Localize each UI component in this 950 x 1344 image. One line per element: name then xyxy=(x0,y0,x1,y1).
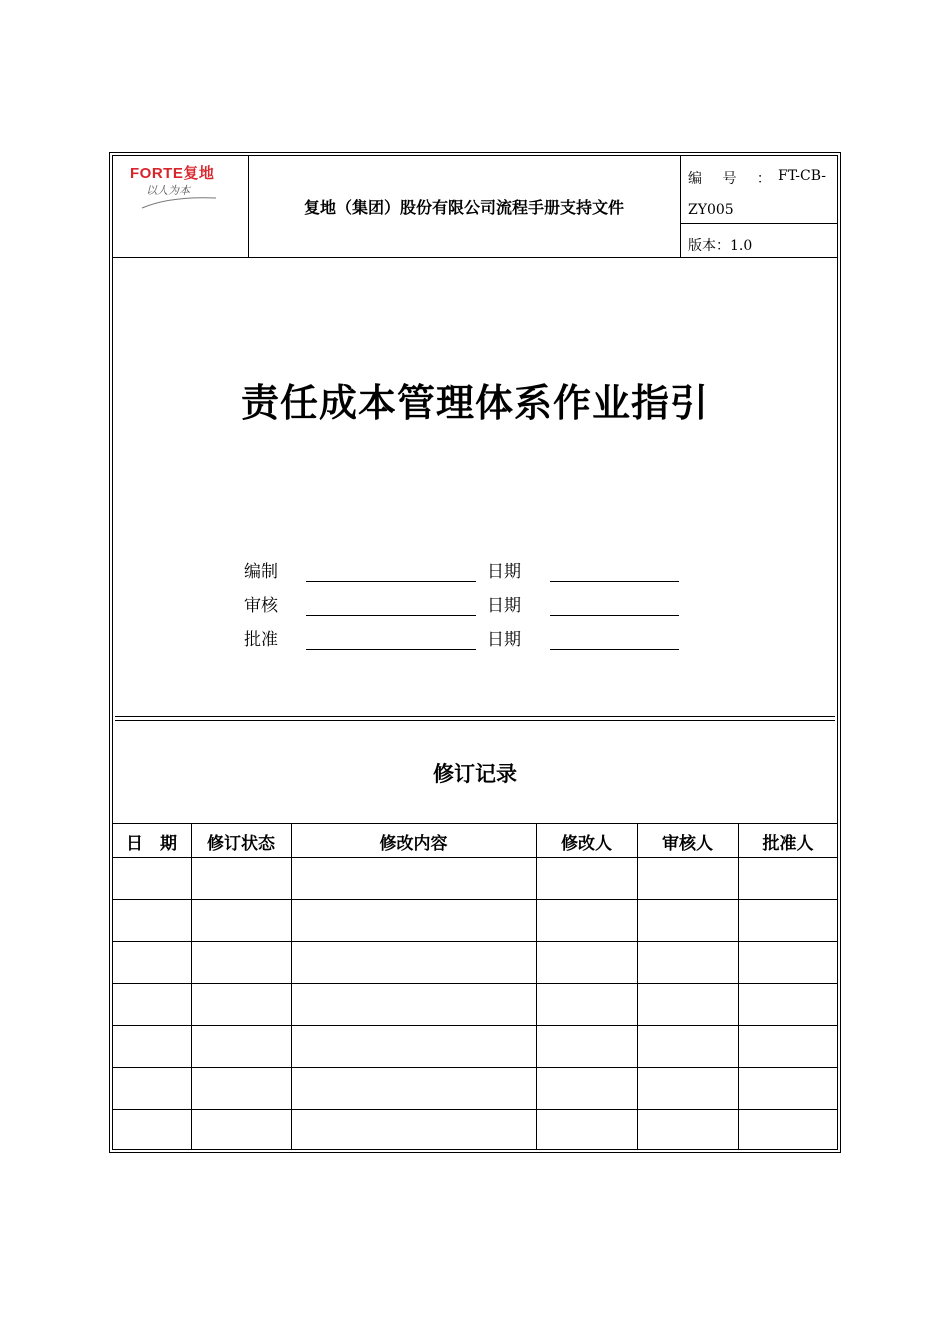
table-row-line xyxy=(112,1025,838,1026)
col-header-modifier: 修改人 xyxy=(561,833,612,854)
table-col-divider xyxy=(738,823,739,1150)
table-row-line xyxy=(112,983,838,984)
sig-line-reviewed xyxy=(306,615,476,616)
sig-date-label-approved: 日期 xyxy=(487,630,521,650)
sig-date-label-reviewed: 日期 xyxy=(487,596,521,616)
col-header-change-content: 修改内容 xyxy=(379,833,448,854)
doc-number-label: 编 号 ： xyxy=(688,171,779,187)
table-row-line xyxy=(112,1067,838,1068)
company-doc-title: 复地（集团）股份有限公司流程手册支持文件 xyxy=(303,197,624,217)
document-title: 责任成本管理体系作业指引 xyxy=(240,380,709,425)
sig-label-prepared: 编制 xyxy=(244,562,278,582)
sig-line-approved xyxy=(306,649,476,650)
sig-date-line-approved xyxy=(550,649,679,650)
doc-number-value: FT-CB- xyxy=(778,168,826,184)
col-header-approver: 批准人 xyxy=(762,833,814,854)
version-label: 版本：1.0 xyxy=(688,238,753,254)
col-header-revision-status: 修订状态 xyxy=(207,833,275,854)
logo-slogan: 以人为本 xyxy=(146,184,190,197)
table-col-divider xyxy=(536,823,537,1150)
section-separator-top xyxy=(115,716,835,717)
logo-swoosh-icon xyxy=(140,192,220,212)
table-col-divider xyxy=(637,823,638,1150)
header-bottom-line xyxy=(112,257,838,258)
section-separator-bottom xyxy=(115,720,835,721)
table-row-line xyxy=(112,1109,838,1110)
sig-date-line-prepared xyxy=(550,581,679,582)
table-row-line xyxy=(112,899,838,900)
header-version-divider xyxy=(680,223,838,224)
col-header-date: 日 期 xyxy=(126,833,177,854)
table-row-line xyxy=(112,941,838,942)
header-divider-right xyxy=(680,155,681,257)
sig-label-approved: 批准 xyxy=(244,630,278,650)
doc-number-value-cont: ZY005 xyxy=(688,202,734,218)
sig-line-prepared xyxy=(306,581,476,582)
col-header-reviewer: 审核人 xyxy=(662,833,713,854)
table-col-divider xyxy=(291,823,292,1150)
sig-label-reviewed: 审核 xyxy=(244,596,278,616)
sig-date-label-prepared: 日期 xyxy=(487,562,521,582)
sig-date-line-reviewed xyxy=(550,615,679,616)
table-col-divider xyxy=(191,823,192,1150)
company-logo: FORTE复地 xyxy=(130,165,215,182)
revision-record-title: 修订记录 xyxy=(433,761,517,786)
inner-frame xyxy=(112,155,838,1150)
